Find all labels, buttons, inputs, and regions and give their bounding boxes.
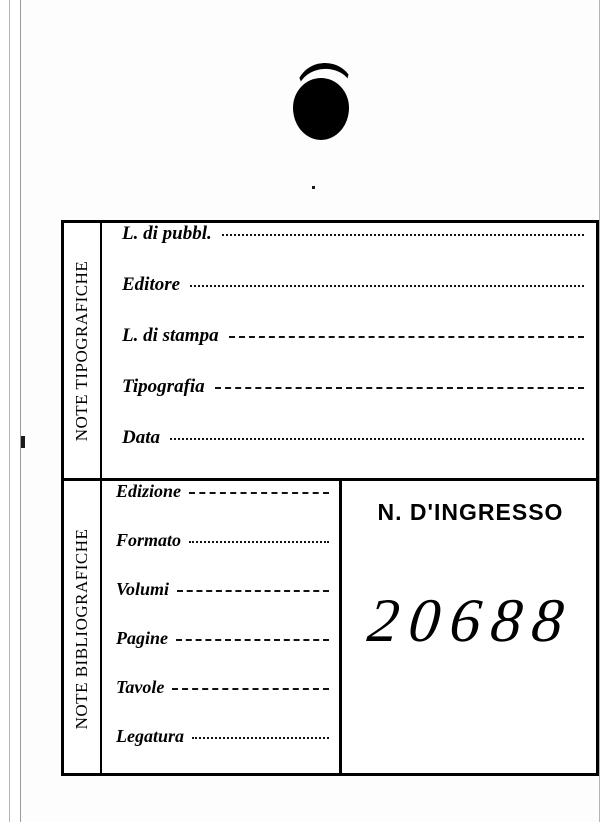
field-input-formato[interactable] (189, 540, 329, 543)
field-input-data[interactable] (170, 437, 584, 440)
scan-edge-left (0, 0, 21, 822)
field-row-volumi[interactable] (102, 579, 339, 628)
typographic-field-rows (102, 223, 596, 478)
accession-number-title: N. D'INGRESSO (377, 499, 564, 525)
field-label-l-di-stampa: L. di stampa (122, 325, 219, 346)
field-label-pagine: Pagine (116, 628, 168, 648)
field-row-l-di-pubbl[interactable] (102, 223, 596, 274)
field-label-l-di-pubbl: L. di pubbl. (122, 223, 212, 244)
field-input-legatura[interactable] (192, 736, 329, 739)
field-row-tipografia[interactable] (102, 376, 596, 427)
accession-number-box (345, 481, 596, 776)
field-input-volumi[interactable] (177, 589, 329, 592)
section-typographic-caption-cell (64, 223, 102, 478)
field-label-edizione: Edizione (116, 481, 182, 501)
section-bibliographic-notes (64, 481, 596, 776)
scan-rule-right (599, 0, 600, 822)
field-row-tavole[interactable] (102, 677, 339, 726)
section-bibliographic-caption-cell (64, 481, 102, 776)
accession-number-value: 20688 (364, 587, 577, 655)
field-input-editore[interactable] (190, 284, 584, 287)
section-typographic-notes (64, 223, 596, 481)
field-row-formato[interactable] (102, 530, 339, 579)
field-input-tipografia[interactable] (215, 386, 584, 389)
field-input-pagine[interactable] (176, 638, 329, 641)
field-row-editore[interactable] (102, 274, 596, 325)
field-label-data: Data (122, 427, 160, 448)
bibliographic-field-rows (102, 481, 342, 776)
field-input-edizione[interactable] (189, 491, 329, 494)
scan-speck (312, 186, 315, 189)
field-row-l-di-stampa[interactable] (102, 325, 596, 376)
section-bibliographic-caption: NOTE BIBLIOGRAFICHE (72, 528, 91, 729)
catalog-card (21, 0, 595, 822)
field-row-data[interactable] (102, 427, 596, 478)
field-input-l-di-stampa[interactable] (229, 335, 584, 338)
scan-speck (21, 436, 25, 448)
field-input-tavole[interactable] (172, 687, 329, 690)
field-label-volumi: Volumi (116, 579, 170, 599)
punch-hole-icon (293, 78, 349, 140)
scan-rule-left (9, 0, 10, 822)
section-typographic-caption: NOTE TIPOGRAFICHE (72, 260, 91, 441)
field-label-legatura: Legatura (116, 726, 185, 746)
field-row-legatura[interactable] (102, 726, 339, 775)
field-label-formato: Formato (116, 530, 182, 550)
field-input-l-di-pubbl[interactable] (222, 233, 584, 236)
field-label-editore: Editore (122, 274, 181, 295)
field-label-tipografia: Tipografia (122, 376, 205, 397)
card-form-table (61, 220, 599, 776)
field-row-pagine[interactable] (102, 628, 339, 677)
field-label-tavole: Tavole (116, 677, 165, 697)
field-row-edizione[interactable] (102, 481, 339, 530)
